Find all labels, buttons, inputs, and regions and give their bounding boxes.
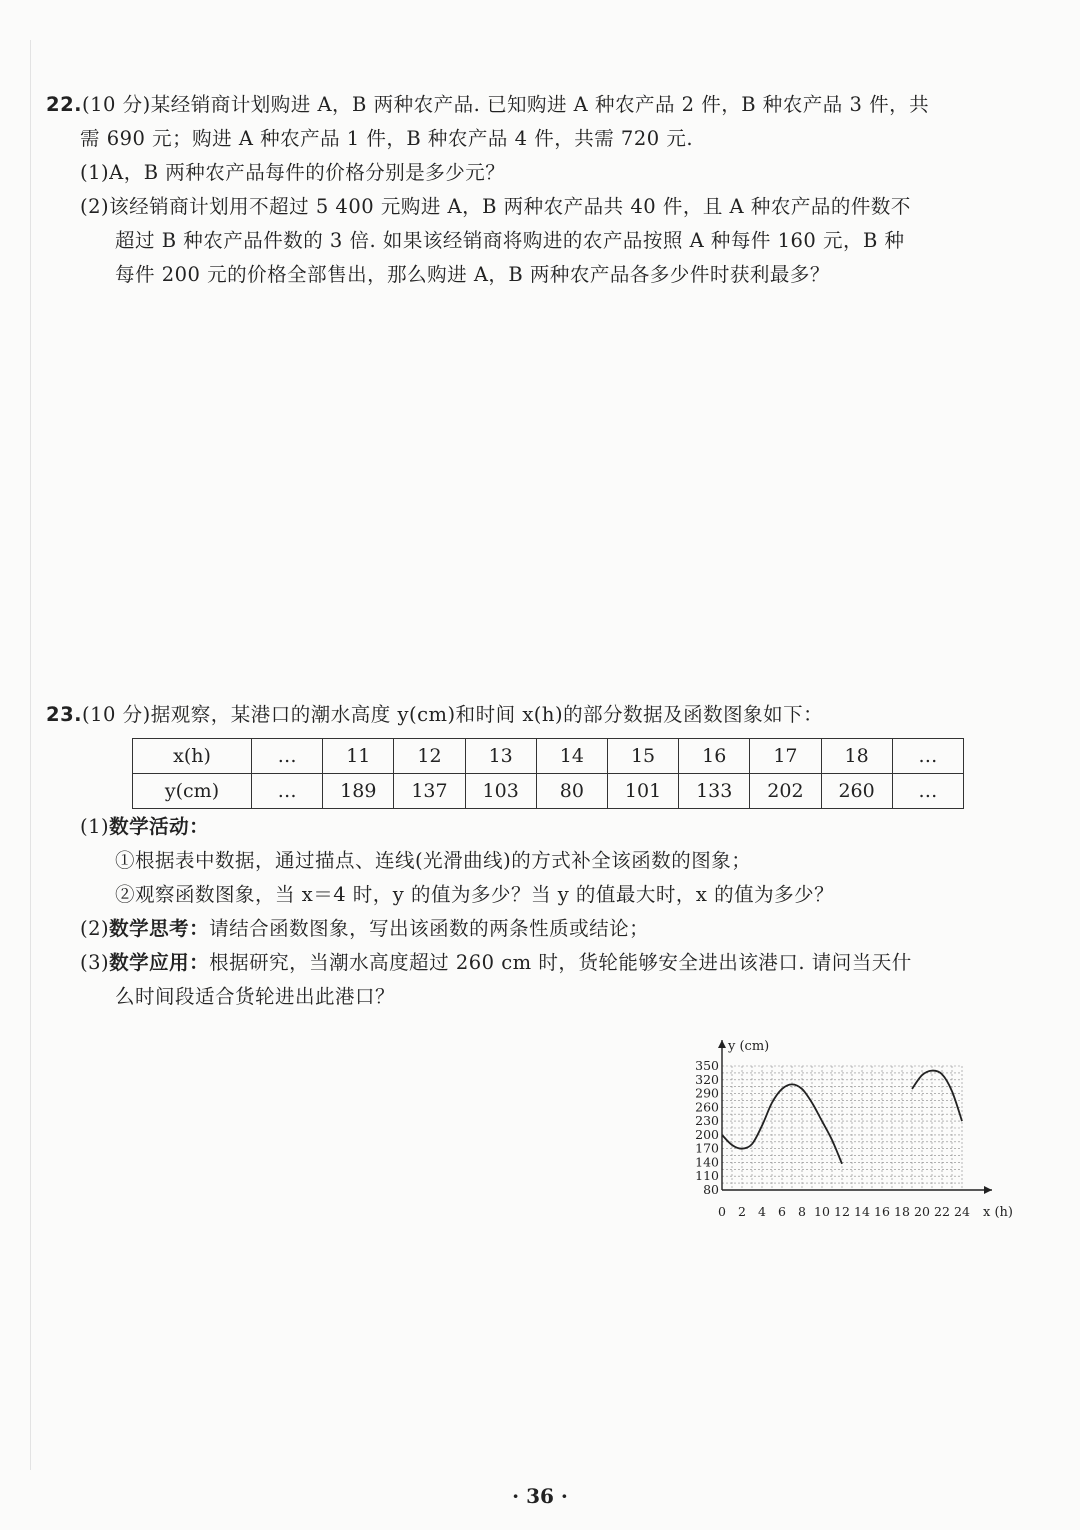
- y-axis-arrow: [718, 1040, 726, 1048]
- y-tick-label: 200: [695, 1126, 719, 1142]
- x-tick-label: 2: [738, 1204, 746, 1219]
- tide-chart: [680, 1030, 1025, 1230]
- q22-number: 22.: [46, 93, 83, 116]
- table-cell: 189: [323, 774, 394, 809]
- tide-data-table: [132, 738, 964, 809]
- q23-part1-b: ②观察函数图象，当 x＝4 时，y 的值为多少？当 y 的值最大时，x 的值为多少？: [115, 883, 835, 906]
- q23-part1-a: ①根据表中数据，通过描点、连线(光滑曲线)的方式补全该函数的图象；: [115, 849, 752, 872]
- table-cell: 11: [323, 739, 394, 774]
- q22-stem-line2: 需 690 元；购进 A 种农产品 1 件，B 种农产品 4 件，共需 720 元.: [80, 127, 694, 150]
- q23-part3-text-line1: 根据研究，当潮水高度超过 260 cm 时，货轮能够安全进出该港口. 请问当天什: [209, 951, 912, 974]
- q22-part2-line1: (2)该经销商计划用不超过 5 400 元购进 A，B 两种农产品共 40 件，且 A 种农产品的件数不: [80, 195, 911, 218]
- x-tick-label: 0: [718, 1204, 726, 1219]
- table-cell: …: [892, 774, 963, 809]
- table-cell: 133: [679, 774, 750, 809]
- table-cell: 103: [465, 774, 536, 809]
- chart-x-label: x (h): [983, 1205, 1013, 1220]
- q22-stem-line1: (10 分)某经销商计划购进 A，B 两种农产品. 已知购进 A 种农产品 2 件，B 种农产品 3 件，共: [82, 93, 930, 116]
- table-cell: 16: [679, 739, 750, 774]
- q23-part3: [80, 948, 912, 978]
- y-tick-label: 170: [695, 1140, 719, 1156]
- series-line: [912, 1071, 962, 1122]
- table-cell: 17: [750, 739, 821, 774]
- x-tick-label: 20: [914, 1204, 930, 1219]
- q23-part1-label: (1): [80, 815, 110, 838]
- table-row-y: [133, 774, 964, 809]
- table-cell: 260: [821, 774, 892, 809]
- table-cell: 18: [821, 739, 892, 774]
- chart-axes: [718, 1040, 992, 1194]
- table-header-x: x(h): [133, 739, 252, 774]
- x-tick-label: 16: [874, 1204, 890, 1219]
- table-cell: 13: [465, 739, 536, 774]
- table-cell: …: [252, 774, 323, 809]
- q23-part3-label: (3): [80, 951, 110, 974]
- q22-line-1: [46, 90, 929, 120]
- table-cell: …: [892, 739, 963, 774]
- y-tick-label: 80: [703, 1182, 719, 1197]
- table-cell: 202: [750, 774, 821, 809]
- x-tick-label: 12: [834, 1204, 850, 1219]
- x-tick-label: 8: [798, 1204, 806, 1219]
- q23-part2-label: (2): [80, 917, 110, 940]
- table-cell: 15: [607, 739, 678, 774]
- q23-part2-text: 请结合函数图象，写出该函数的两条性质或结论；: [209, 917, 650, 940]
- table-cell: 80: [536, 774, 607, 809]
- chart-series: [722, 1071, 962, 1164]
- q23-part3-title: 数学应用：: [109, 951, 210, 974]
- x-tick-label: 10: [814, 1204, 830, 1219]
- q22-part2-line2: 超过 B 种农产品件数的 3 倍. 如果该经销商将购进的农产品按照 A 种每件 160 元，B 种: [115, 229, 905, 252]
- q23-intro-line: [46, 700, 823, 730]
- x-tick-label: 22: [934, 1204, 950, 1219]
- table-row-x: [133, 739, 964, 774]
- x-tick-label: 18: [894, 1204, 910, 1219]
- y-tick-label: 230: [695, 1113, 719, 1129]
- y-tick-label: 140: [695, 1154, 719, 1170]
- x-axis-arrow: [984, 1186, 992, 1194]
- page-edge: [30, 40, 31, 1470]
- q22-part1: (1)A，B 两种农产品每件的价格分别是多少元？: [80, 161, 506, 184]
- y-tick-label: 260: [695, 1099, 719, 1115]
- q23-part2-title: 数学思考：: [109, 917, 210, 940]
- q23-number: 23.: [46, 703, 83, 726]
- q23-intro: (10 分)据观察，某港口的潮水高度 y(cm)和时间 x(h)的部分数据及函数图象如下：: [82, 703, 824, 726]
- table-cell: …: [252, 739, 323, 774]
- y-tick-label: 320: [695, 1071, 719, 1087]
- table-header-y: y(cm): [133, 774, 252, 809]
- q22-part2-line3: 每件 200 元的价格全部售出，那么购进 A，B 两种农产品各多少件时获利最多？: [115, 263, 830, 286]
- chart-grid: [722, 1066, 962, 1190]
- x-tick-label: 24: [954, 1204, 970, 1219]
- chart-ticks: [695, 1058, 970, 1219]
- y-tick-label: 110: [695, 1168, 719, 1184]
- x-tick-label: 14: [854, 1204, 870, 1219]
- q23-part3-text-line2: 么时间段适合货轮进出此港口？: [115, 985, 396, 1008]
- x-tick-label: 4: [758, 1204, 766, 1219]
- q23-part1-title: 数学活动：: [109, 815, 210, 838]
- y-tick-label: 350: [695, 1058, 719, 1073]
- page-number: · 36 ·: [512, 1484, 568, 1508]
- q23-part1-heading: [80, 812, 209, 842]
- table-cell: 137: [394, 774, 465, 809]
- y-tick-label: 290: [695, 1085, 719, 1101]
- table-cell: 101: [607, 774, 678, 809]
- x-tick-label: 6: [778, 1204, 786, 1219]
- q23-part2: [80, 914, 649, 944]
- table-cell: 12: [394, 739, 465, 774]
- table-cell: 14: [536, 739, 607, 774]
- chart-y-label: y (cm): [728, 1039, 770, 1054]
